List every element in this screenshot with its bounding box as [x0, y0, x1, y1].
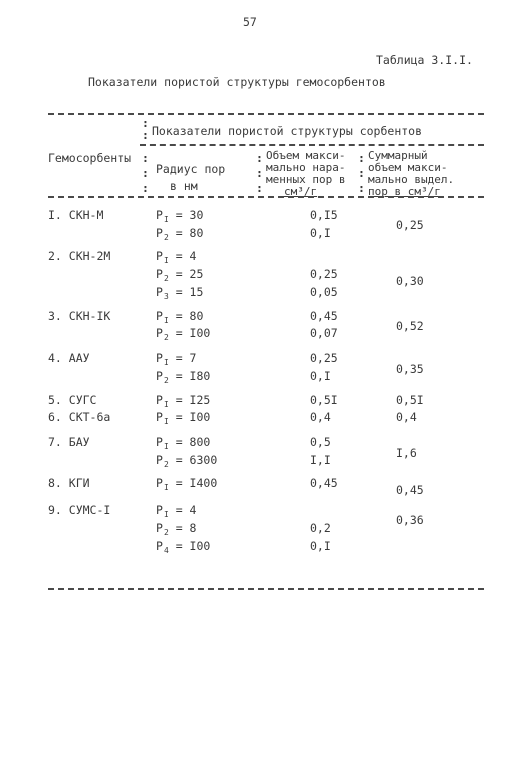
header-volume-line3: менных пор в — [266, 173, 346, 186]
pore-radius: $P_I = I00$ — [156, 410, 211, 426]
pore-radius: $P_3 = 15$ — [156, 285, 204, 301]
pore-volume: 0,45 — [310, 476, 338, 490]
sample-name: 7. БАУ — [48, 435, 90, 449]
separator-colon: : — [142, 181, 149, 195]
header-radius-line1: Радиус пор — [156, 162, 226, 176]
header-volume-line4: см³/г — [284, 185, 318, 198]
pore-radius: $P_2 = 6300$ — [156, 453, 218, 469]
pore-radius: $P_2 = 8$ — [156, 521, 197, 537]
separator-colon: : — [256, 181, 263, 195]
pore-volume: 0,07 — [310, 326, 338, 340]
sample-name: 8. КГИ — [48, 476, 90, 490]
sample-name: 9. СУМС-I — [48, 503, 111, 517]
pore-volume: I,I — [310, 453, 331, 467]
bottom-rule — [48, 588, 484, 590]
pore-radius: $P_I = 4$ — [156, 249, 197, 265]
pore-volume: 0,05 — [310, 285, 338, 299]
sample-name: 5. СУГС — [48, 393, 97, 407]
pore-volume: 0,5I — [310, 393, 338, 407]
header-total — [368, 150, 454, 198]
header-total-line2: объем макси- — [368, 161, 448, 174]
sample-name: 2. СКН-2М — [48, 249, 111, 263]
sample-name: 3. СКН-IК — [48, 309, 111, 323]
pore-volume: 0,I — [310, 226, 331, 240]
pore-volume: 0,I — [310, 539, 331, 553]
separator-colon: : — [256, 151, 263, 165]
pore-volume: 0,I5 — [310, 208, 338, 222]
pore-radius: $P_I = 30$ — [156, 208, 204, 224]
pore-volume: 0,5 — [310, 435, 331, 449]
total-volume: 0,36 — [396, 513, 424, 527]
pore-radius: $P_I = 80$ — [156, 309, 204, 325]
separator-colon: : — [142, 166, 149, 180]
pore-radius: $P_I = I25$ — [156, 393, 211, 409]
total-volume: 0,5I — [396, 393, 424, 407]
header-total-line3: мально выдел. — [368, 173, 455, 186]
header-group: Показатели пористой структуры сорбентов — [152, 124, 423, 138]
header-radius-line2: в нм — [170, 178, 198, 193]
header-bottom-rule — [48, 196, 484, 198]
table-label: Таблица 3.I.I. — [376, 53, 473, 67]
sample-name: I. СКН-М — [48, 208, 104, 222]
header-radius — [156, 164, 225, 192]
pore-radius: $P_I = I400$ — [156, 476, 218, 492]
total-volume: 0,25 — [396, 218, 424, 232]
table-title: Показатели пористой структуры гемосорбентов — [88, 75, 386, 89]
page-number: 57 — [243, 15, 257, 29]
total-volume: 0,35 — [396, 362, 424, 376]
pore-radius: $P_2 = I80$ — [156, 369, 211, 385]
separator-colon: : — [142, 116, 149, 130]
header-total-line1: Суммарный — [368, 149, 428, 162]
total-volume: 0,45 — [396, 483, 424, 497]
pore-radius: $P_I = 800$ — [156, 435, 211, 451]
separator-colon: : — [142, 151, 149, 165]
pore-radius: $P_I = 4$ — [156, 503, 197, 519]
header-rule — [140, 144, 484, 146]
separator-colon: : — [358, 151, 365, 165]
header-total-line4: пор в см³/г — [368, 185, 441, 198]
total-volume: 0,4 — [396, 410, 417, 424]
sample-name: 4. ААУ — [48, 351, 90, 365]
header-samples: Гемосорбенты — [48, 151, 132, 165]
separator-colon: : — [358, 166, 365, 180]
pore-volume: 0,I — [310, 369, 331, 383]
pore-radius: $P_I = 7$ — [156, 351, 197, 367]
pore-volume: 0,2 — [310, 521, 331, 535]
separator-colon: : — [142, 128, 149, 142]
sample-name: 6. СКТ-6а — [48, 410, 111, 424]
pore-volume: 0,25 — [310, 351, 338, 365]
top-rule — [48, 113, 484, 115]
pore-radius: $P_2 = 80$ — [156, 226, 204, 242]
header-volume-line1: Объем макси- — [266, 149, 346, 162]
header-volume — [266, 150, 345, 198]
header-volume-line2: мально нара- — [266, 161, 346, 174]
total-volume: I,6 — [396, 446, 417, 460]
pore-volume: 0,25 — [310, 267, 338, 281]
total-volume: 0,52 — [396, 319, 424, 333]
pore-radius: $P_2 = I00$ — [156, 326, 211, 342]
separator-colon: : — [358, 181, 365, 195]
pore-radius: $P_4 = I00$ — [156, 539, 211, 555]
separator-colon: : — [256, 166, 263, 180]
pore-volume: 0,4 — [310, 410, 331, 424]
pore-radius: $P_2 = 25$ — [156, 267, 204, 283]
total-volume: 0,30 — [396, 274, 424, 288]
pore-volume: 0,45 — [310, 309, 338, 323]
